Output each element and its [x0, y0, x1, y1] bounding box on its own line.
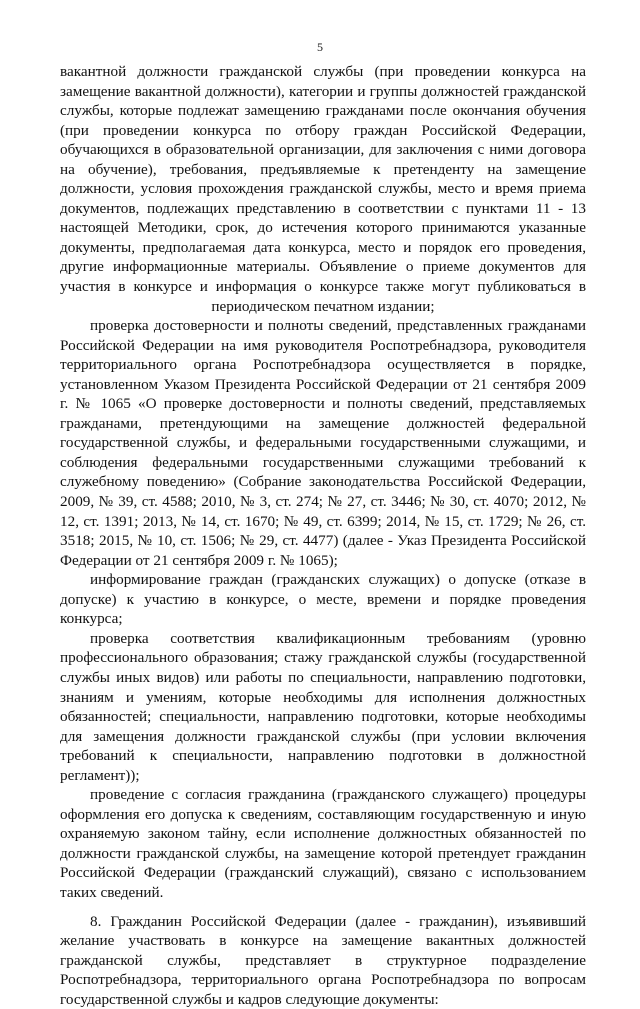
paragraph-announcement-contents: вакантной должности гражданской службы (при проведении конкурса на замещение вакантной должности), категории и группы должностей гражданской службы, которые подлежат замещению гражданами после окончания обучения (при проведении конкурса по отбору граждан Российской Федерации, обучающихся в образовательной организации, для заключения с ними договора на обучение), требования, предъявляемые к претенденту на замещение должности, условия прохождения гражданской службы, место и время приема документов, подлежащих представлению в соответствии с пунктами 11 - 13 настоящей Методики, срок, до истечения которого принимаются указанные документы, предполагаемая дата конкурса, место и порядок его проведения, другие информационные материалы. Объявление о приеме документов для участия в конкурсе и информация о конкурсе также могут публиковаться в периодическом печатном издании;	[60, 63, 586, 315]
page-number: 5	[317, 40, 323, 54]
paragraph-secrecy-clearance: проведение с согласия гражданина (гражданского служащего) процедуры оформления его допуска к сведениям, составляющим государственную и иную охраняемую законом тайну, если исполнение должностных обязанностей по должности гражданской службы, на замещение которой претендует гражданин Российской Федерации (гражданский служащий), связано с использованием таких сведений.	[60, 786, 586, 901]
paragraph-verification-of-information: проверка достоверности и полноты сведений, представленных гражданами Российской Федерации на имя руководителя Роспотребнадзора, руководителя территориального органа Роспотребнадзора осуществляется в порядке, установленном Указом Президента Российской Федерации от 21 сентября 2009 г. № 1065 «О проверке достоверности и полноты сведений, представляемых гражданами, претендующими на замещение должностей федеральной государственной службы, и федеральными государственными служащими, и соблюдения федеральными государственными служащими требований к служебному поведению» (Собрание законодательства Российской Федерации, 2009, № 39, ст. 4588; 2010, № 3, ст. 274; № 27, ст. 3446; № 30, ст. 4070; 2012, № 12, ст. 1391; 2013, № 14, ст. 1670; № 49, ст. 6399; 2014, № 15, ст. 1729; № 26, ст. 3518; 2015, № 10, ст. 1506; № 29, ст. 4477) (далее - Указ Президента Российской Федерации от 21 сентября 2009 г. № 1065);	[60, 317, 586, 569]
paragraph-item-8-documents: 8. Гражданин Российской Федерации (далее - гражданин), изъявивший желание участвовать в конкурсе на замещение вакантных должностей гражданской службы, представляет в структурное подразделение Роспотребнадзора, территориального органа Роспотребнадзора по вопросам государственной службы и кадров следующие документы:	[60, 912, 586, 1008]
paragraph-qualification-check: проверка соответствия квалификационным требованиям (уровню профессионального образования; стажу гражданской службы (государственной службы иных видов) или работы по специальности, направлению подготовки, знаниям и умениям, которые необходимы для исполнения должностных обязанностей; специальности, направлению подготовки, которые необходимы для замещения должности гражданской службы (при условии включения требований к специальности, направлению подготовки в должностной регламент));	[60, 629, 586, 784]
paragraph-admission-notification: информирование граждан (гражданских служащих) о допуске (отказе в допуске) к участию в конкурсе, о месте, времени и порядке проведения конкурса;	[60, 571, 586, 628]
document-body	[60, 62, 586, 1009]
